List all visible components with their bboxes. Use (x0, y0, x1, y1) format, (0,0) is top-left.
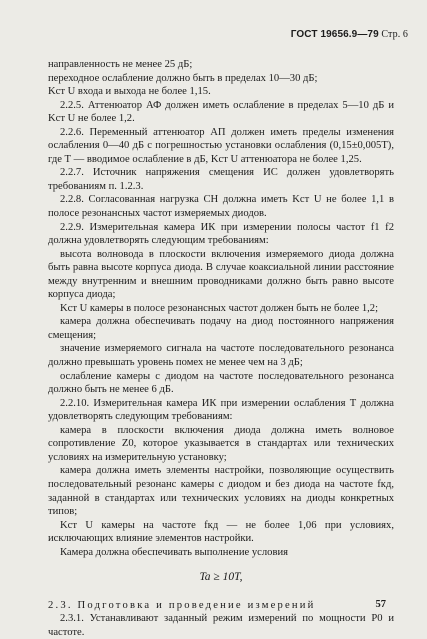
paragraph: ослабление камеры с диодом на частоте последовательного резонанса должно быть не менее 6 дБ. (48, 370, 394, 396)
paragraph: переходное ослабление должно быть в пределах 10—30 дБ; (48, 72, 318, 84)
paragraph: камера в плоскости включения диода должна иметь волновое сопротивление Z0, которое указывается в стандартах или технических условиях на измерительную установку; (48, 424, 394, 463)
paragraph: Kст U камеры на частоте fкд — не более 1,06 при условиях, исключающих влияние элементов настройки. (48, 519, 394, 545)
paragraph: Kст U входа и выхода не более 1,15. (48, 86, 211, 98)
paragraph: направленность не менее 25 дБ; (48, 59, 193, 70)
paragraph: высота волновода в плоскости включения измеряемого диода должна быть равна высоте корпуса диода. В случае коаксиальной линии расстояние между внутренним и внешним проводниками должно быть равно высоте корпуса диода; (48, 248, 394, 301)
paragraph: 2.2.7. Источник напряжения смещения ИС должен удовлетворять требованиям п. 1.2.3. (48, 167, 394, 192)
paragraph: 2.3.1. Устанавливают заданный режим измерений по мощности P0 и частоте. (48, 613, 394, 638)
paragraph: значение измеряемого сигнала на частоте последовательного резонанса должно превышать уровень помех не менее чем на 3 дБ; (48, 343, 394, 369)
section-heading: 2.3. Подготовка и проведение измерений (48, 599, 316, 611)
standard-number: ГОСТ 19656.9—79 (290, 29, 379, 40)
paragraph: 2.2.9. Измерительная камера ИК при измерении полосы частот f1 f2 должна удовлетворять следующим требованиям: (48, 221, 394, 247)
paragraph: Камера должна обеспечивать выполнение условия (60, 546, 288, 558)
formula: Ta ≥ 10T, (199, 571, 243, 584)
page-label: Стр. 6 (381, 29, 408, 40)
paragraph: 2.2.5. Аттенюатор АФ должен иметь ослабление в пределах 5—10 дБ и Kст U не более 1,2. (48, 99, 394, 125)
paragraph: камера должна обеспечивать подачу на диод постоянного напряжения смещения; (48, 316, 394, 341)
paragraph: Kст U камеры в полосе резонансных частот должен быть не более 1,2; (60, 302, 379, 314)
page-number: 57 (375, 599, 386, 610)
document-body (48, 58, 394, 639)
paragraph: камера должна иметь элементы настройки, позволяющие осуществить последовательный резонанс камеры с диодом и без диода на частоте fкд, заданной в стандартах или технических условиях на диоды конкретных типов; (48, 465, 394, 518)
paragraph: 2.2.6. Переменный аттенюатор АП должен иметь пределы изменения ослабления 0—40 дБ с погрешностью установки ослабления (0,15±0,005Т), где Т — вводимое ослабление в дБ, Kст U аттенюатора не более 1,25. (48, 126, 394, 165)
page-header (291, 29, 408, 40)
paragraph: 2.2.8. Согласованная нагрузка СН должна иметь Kст U не более 1,1 в полосе резонансных частот измеряемых диодов. (48, 194, 394, 220)
paragraph: 2.2.10. Измерительная камера ИК при измерении ослабления Т должна удовлетворять следующим требованиям: (48, 397, 394, 423)
